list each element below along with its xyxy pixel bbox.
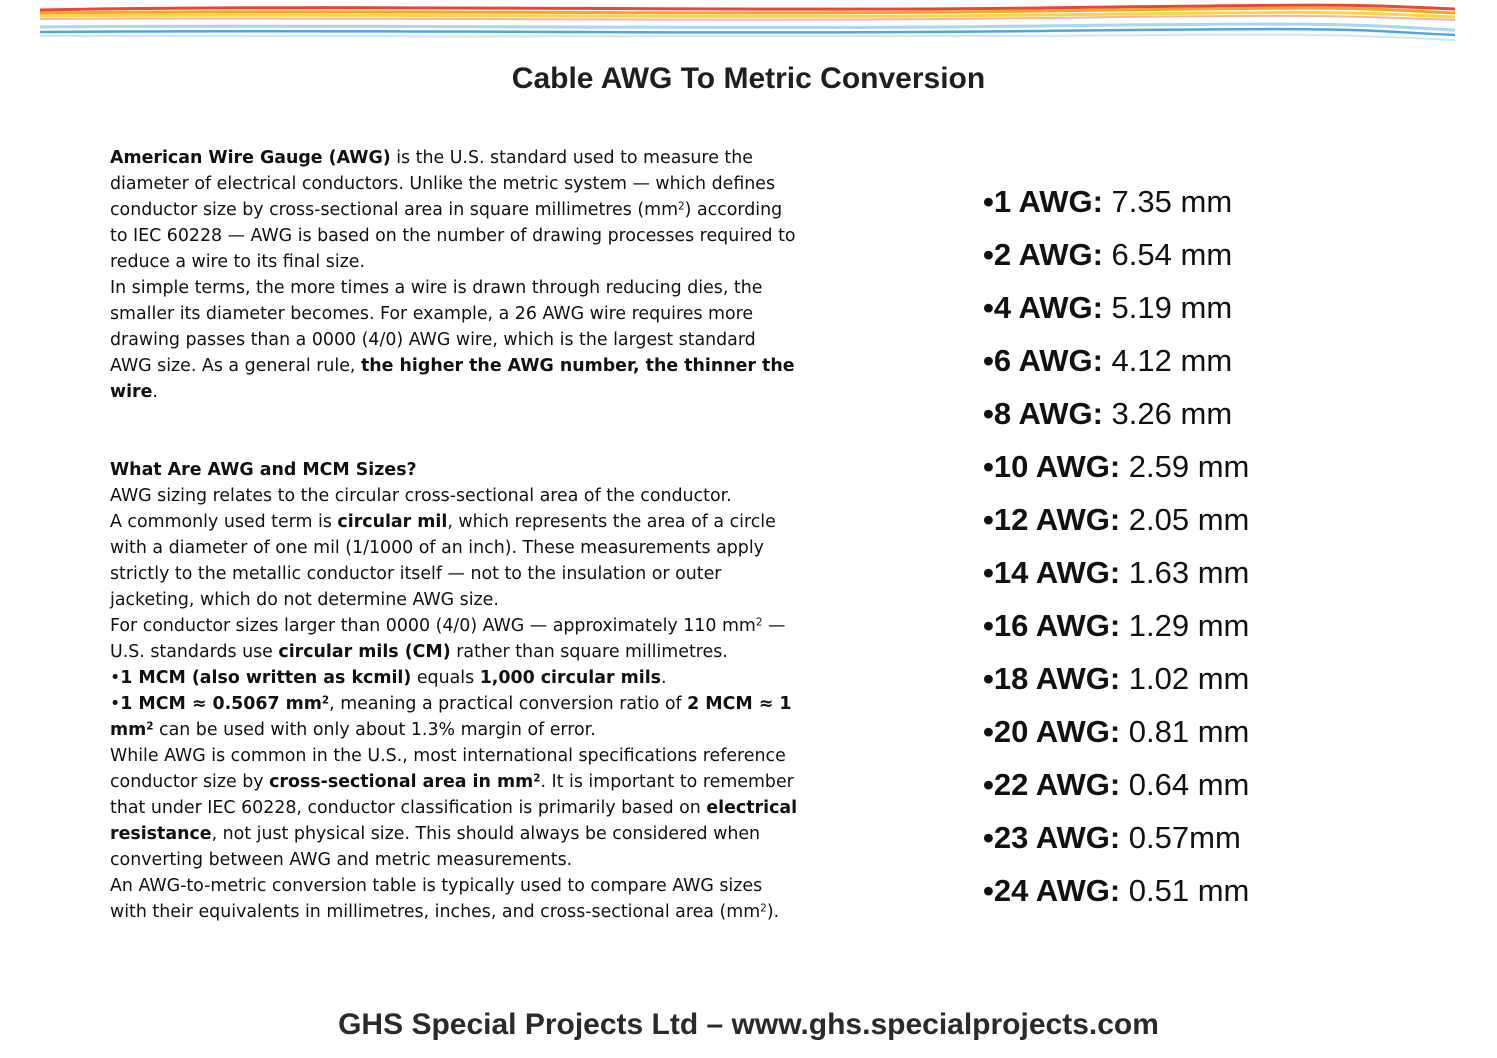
awg-value: 6.54 mm [1102, 237, 1233, 272]
section-paragraph-2 [110, 509, 800, 613]
s4-text-a: While AWG is common in the U.S., most international specifications reference conductor size by [110, 746, 786, 792]
s5-text-a: An AWG-to-metric conversion table is typically used to compare AWG sizes with their equivalents in millimetres, inches, and cross-sectional area (mm [110, 876, 763, 922]
awg-value: 2.05 mm [1120, 502, 1250, 537]
page-title: Cable AWG To Metric Conversion [511, 62, 986, 95]
intro2-end: . [152, 382, 158, 402]
awg-list-item [983, 387, 1423, 440]
awg-value: 5.19 mm [1102, 290, 1233, 325]
awg-list-item [983, 758, 1423, 811]
b1-bold2: 1,000 circular mils [479, 668, 662, 688]
s4-text-b: . It is important to remember that under IEC 60228, conductor classification is primarily based on [110, 772, 794, 818]
awg-value: 4.12 mm [1102, 343, 1233, 378]
awg-value: 0.81 mm [1120, 714, 1250, 749]
section-gap [110, 405, 800, 457]
b2-bold1-text: 1 MCM ≈ 0.5067 mm [120, 694, 322, 714]
awg-label: •23 AWG: [983, 820, 1121, 855]
intro2-text-a: In simple terms, the more times a wire is drawn through reducing dies, the smaller its diameter becomes. For example, a 26 AWG wire requires more drawing passes than a 0000 (4/0) AWG wire, which is the largest standard AWG size. As a general rule, [110, 278, 763, 376]
s3-text-c: rather than square millimetres. [450, 642, 728, 662]
mcm-bullet-2 [110, 691, 800, 743]
s3-text-a: For conductor sizes larger than 0000 (4/0) AWG — approximately 110 mm [110, 616, 756, 636]
section-heading [110, 457, 800, 483]
b2-mid: , meaning a practical conversion ratio of [329, 694, 688, 714]
awg-value: 1.29 mm [1120, 608, 1250, 643]
awg-value: 7.35 mm [1102, 184, 1233, 219]
awg-label: •16 AWG: [983, 608, 1121, 643]
b2-bold1 [120, 694, 329, 714]
awg-value: 1.63 mm [1120, 555, 1250, 590]
awg-label: •4 AWG: [983, 290, 1103, 325]
b1-end: . [661, 668, 667, 688]
b2-superscript-1: 2 [321, 694, 330, 707]
awg-list-item [983, 599, 1423, 652]
intro-term: American Wire Gauge (AWG) [110, 148, 391, 168]
intro-paragraph-1 [110, 145, 800, 275]
s4-bold2: electrical resistance [110, 798, 798, 844]
awg-value: 0.57mm [1120, 820, 1241, 855]
awg-list-item [983, 864, 1423, 917]
s3-superscript: 2 [755, 616, 763, 629]
awg-value: 3.26 mm [1102, 396, 1233, 431]
b2-superscript-2: 2 [146, 720, 154, 733]
awg-label: •12 AWG: [983, 502, 1121, 537]
section-heading-text: What Are AWG and MCM Sizes? [110, 460, 417, 480]
awg-conversion-list [983, 175, 1423, 917]
awg-label: •18 AWG: [983, 661, 1121, 696]
b1-bold1: 1 MCM (also written as kcmil) [120, 668, 412, 688]
section-paragraph-3 [110, 613, 800, 665]
intro-superscript: 2 [678, 200, 685, 213]
awg-list-item [983, 228, 1423, 281]
awg-list-item [983, 546, 1423, 599]
s4-text-c: , not just physical size. This should always be considered when converting between AWG and metric measurements. [110, 824, 761, 870]
awg-list-item [983, 334, 1423, 387]
intro-text-b: ) according to IEC 60228 — AWG is based on the number of drawing processes required to reduce a wire to its final size. [110, 200, 796, 272]
awg-label: •24 AWG: [983, 873, 1121, 908]
awg-value: 1.02 mm [1120, 661, 1250, 696]
awg-list-item [983, 281, 1423, 334]
awg-label: •10 AWG: [983, 449, 1121, 484]
s4-bold1-text: cross-sectional area in mm [269, 772, 534, 792]
mcm-bullet-1 [110, 665, 800, 691]
awg-label: •1 AWG: [983, 184, 1103, 219]
bullet-glyph: • [110, 668, 121, 688]
b1-mid: equals [411, 668, 480, 688]
b2-end: can be used with only about 1.3% margin of error. [153, 720, 596, 740]
awg-value: 0.64 mm [1120, 767, 1250, 802]
s2-text-a: A commonly used term is [110, 512, 338, 532]
awg-label: •20 AWG: [983, 714, 1121, 749]
intro-paragraph-2 [110, 275, 800, 405]
awg-list-item [983, 811, 1423, 864]
section-paragraph-1: AWG sizing relates to the circular cross-sectional area of the conductor. [110, 486, 732, 506]
stripe-paleblue [40, 35, 1455, 40]
awg-label: •8 AWG: [983, 396, 1103, 431]
b2-bold2-text: 2 MCM ≈ 1 mm [110, 694, 792, 740]
awg-label: •14 AWG: [983, 555, 1121, 590]
bullet-glyph: • [110, 694, 121, 714]
s3-bold: circular mils (CM) [278, 642, 451, 662]
awg-label: •2 AWG: [983, 237, 1103, 272]
awg-list-item [983, 652, 1423, 705]
s2-text-b: , which represents the area of a circle with a diameter of one mil (1/1000 of an inch). These measurements apply strictly to the metallic conductor itself — not to the insulation or outer jacketing, which do not determine AWG size. [110, 512, 776, 610]
footer-company-line: GHS Special Projects Ltd – www.ghs.specialprojects.com [338, 1008, 1159, 1041]
awg-list-item [983, 440, 1423, 493]
awg-list-item [983, 705, 1423, 758]
awg-list-item [983, 493, 1423, 546]
s4-superscript: 2 [533, 772, 541, 785]
section-paragraph-4 [110, 743, 800, 873]
s4-bold1 [269, 772, 540, 792]
awg-value: 2.59 mm [1120, 449, 1250, 484]
s3-text-b: — U.S. standards use [110, 616, 786, 662]
awg-label: •6 AWG: [983, 343, 1103, 378]
s5-text-b: ). [766, 902, 780, 922]
awg-list-item [983, 175, 1423, 228]
awg-value: 0.51 mm [1120, 873, 1250, 908]
header-stripes [40, 0, 1455, 48]
awg-label: •22 AWG: [983, 767, 1121, 802]
s5-superscript: 2 [760, 902, 767, 915]
s2-bold: circular mil [337, 512, 448, 532]
body-text [110, 145, 800, 925]
section-paragraph-5 [110, 873, 800, 925]
intro2-bold: the higher the AWG number, the thinner the wire [110, 356, 795, 402]
intro-text-a: is the U.S. standard used to measure the diameter of electrical conductors. Unlike the metric system — which defines conductor size by cross-sectional area in square millimetres (mm [110, 148, 776, 220]
